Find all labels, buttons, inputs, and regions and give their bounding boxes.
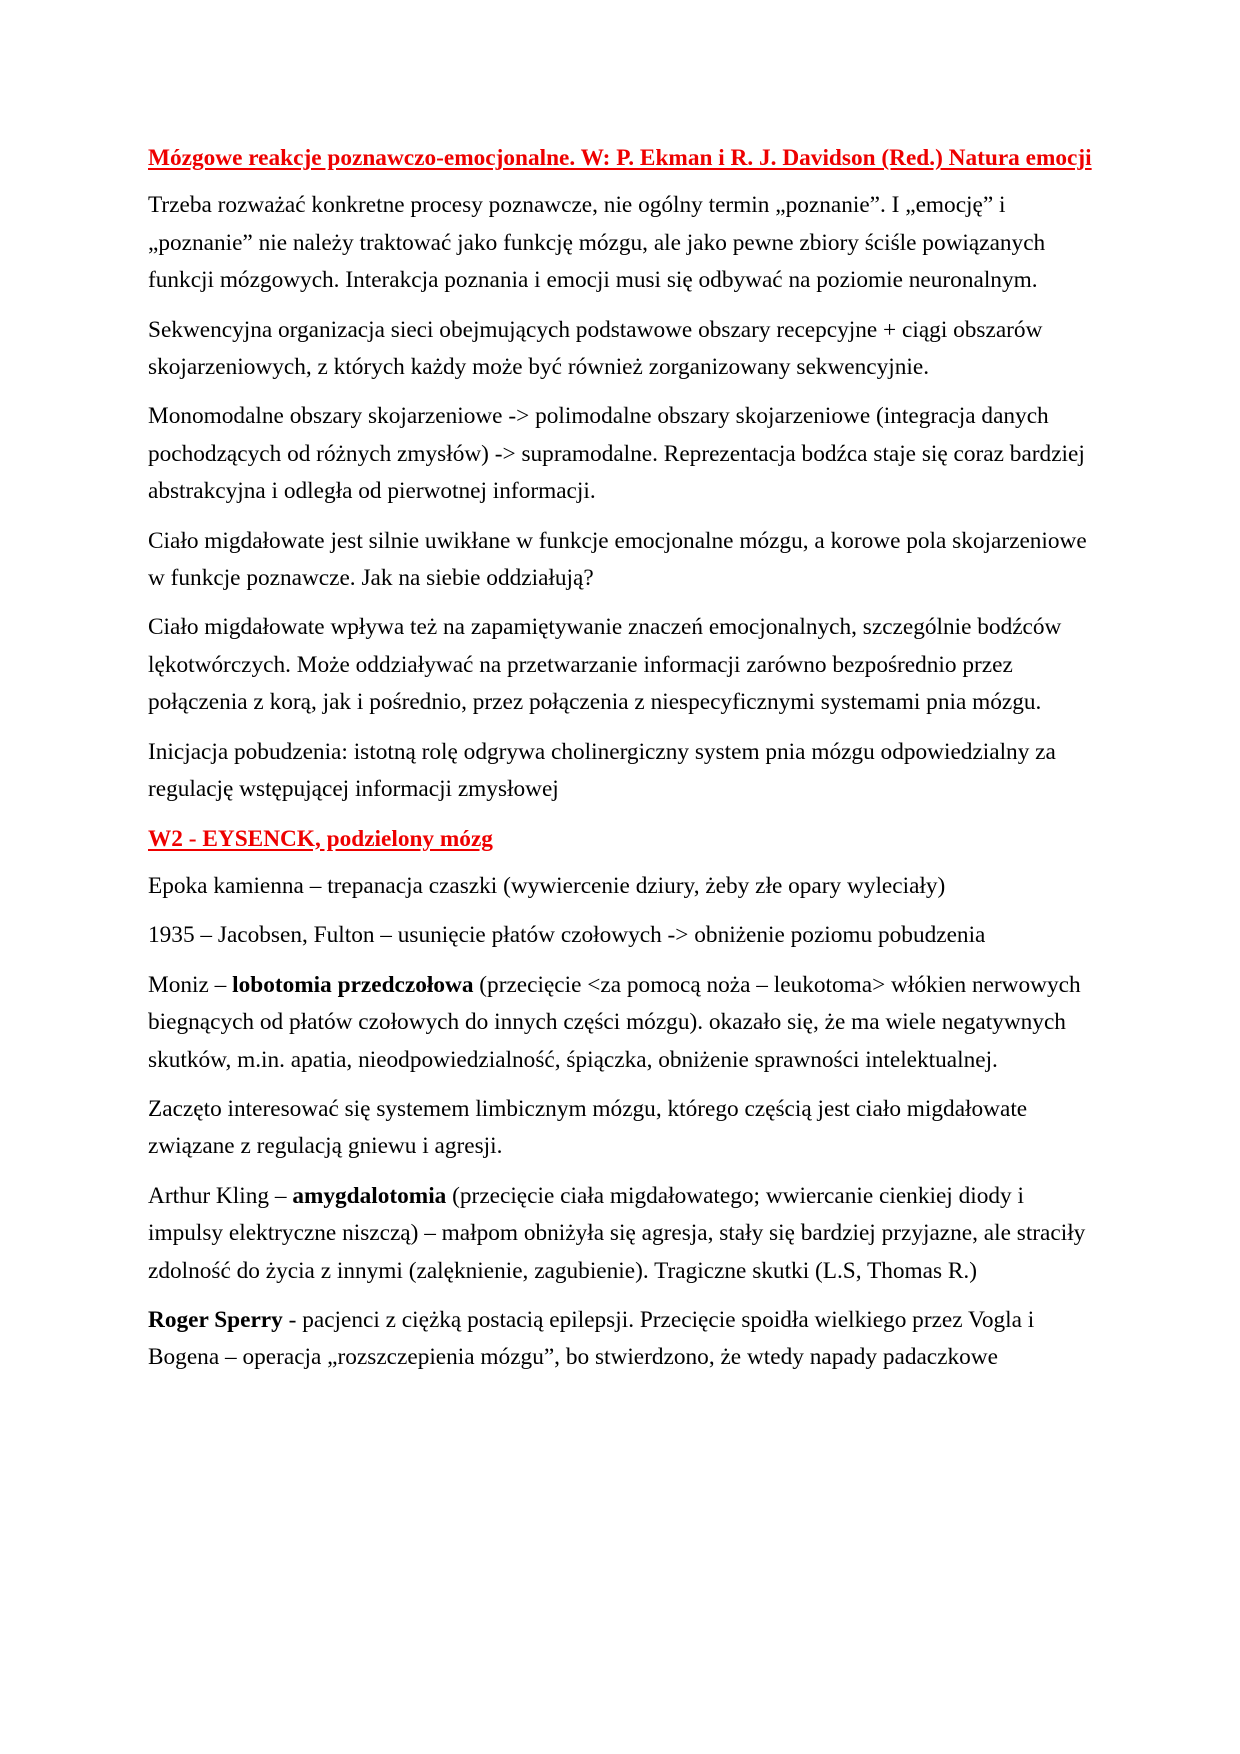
document-page: [148, 140, 1098, 1389]
section-heading-2: W2 - EYSENCK, podzielony mózg: [148, 825, 493, 852]
paragraph-11-rest: (przecięcie ciała migdałowatego; wwiercanie cienkiej diody i impulsy elektryczne niszczą) – małpom obniżyła się agresja, stały się bardziej przyjazne, ale straciły zdolność do życia z innymi (zalęknienie, zagubienie). Tragiczne skutki (L.S, Thomas R.): [148, 1182, 1086, 1284]
section-heading-1: Mózgowe reakcje poznawczo-emocjonalne. W: P. Ekman i R. J. Davidson (Red.) Natura emocji: [148, 145, 1092, 171]
paragraph-11-lead: Arthur Kling –: [148, 1182, 293, 1209]
paragraph-10: Zaczęto interesować się systemem limbicznym mózgu, którego częścią jest ciało migdałowate związane z regulacją gniewu i agresji.: [148, 1095, 1028, 1160]
term-amygdalotomia: amygdalotomia: [292, 1182, 447, 1209]
paragraph-11: [148, 1178, 1098, 1290]
paragraph-12-rest: - pacjenci z ciężką postacią epilepsji. Przecięcie spoidła wielkiego przez Vogla i Bogena – operacja „rozszczepienia mózgu”, bo stwierdzono, że wtedy napady padaczkowe: [148, 1306, 1035, 1371]
paragraph-7: Epoka kamienna – trepanacja czaszki (wywiercenie dziury, żeby złe opary wyleciały): [148, 872, 946, 899]
paragraph-9-rest: (przecięcie <za pomocą noża – leukotoma> włókien nerwowych biegnących od płatów czołowych do innych części mózgu). okazało się, że ma wiele negatywnych skutków, m.in. apatia, nieodpowiedzialność, śpiączka, obniżenie sprawności intelektualnej.: [148, 971, 1081, 1073]
paragraph-2: Sekwencyjna organizacja sieci obejmujących podstawowe obszary recepcyjne + ciągi obszarów skojarzeniowych, z których każdy może być również zorganizowany sekwencyjnie.: [148, 316, 1043, 381]
paragraph-6: Inicjacja pobudzenia: istotną rolę odgrywa cholinergiczny system pnia mózgu odpowiedzialny za regulację wstępującej informacji zmysłowej: [148, 738, 1056, 803]
paragraph-4: Ciało migdałowate jest silnie uwikłane w funkcje emocjonalne mózgu, a korowe pola skojarzeniowe w funkcje poznawcze. Jak na siebie oddziałują?: [148, 527, 1087, 592]
term-lobotomia: lobotomia przedczołowa: [232, 971, 474, 998]
paragraph-8: 1935 – Jacobsen, Fulton – usunięcie płatów czołowych -> obniżenie poziomu pobudzenia: [148, 922, 986, 949]
name-roger-sperry: Roger Sperry: [148, 1306, 283, 1333]
paragraph-1: Trzeba rozważać konkretne procesy poznawcze, nie ogólny termin „poznanie”. I „emocję” i „poznanie” nie należy traktować jako funkcję mózgu, ale jako pewne zbiory ściśle powiązanych funkcji mózgowych. Interakcja poznania i emocji musi się odbywać na poziomie neuronalnym.: [148, 192, 1046, 294]
paragraph-3: Monomodalne obszary skojarzeniowe -> polimodalne obszary skojarzeniowe (integracja danych pochodzących od różnych zmysłów) -> supramodalne. Reprezentacja bodźca staje się coraz bardziej abstrakcyjna i odległa od pierwotnej informacji.: [148, 403, 1085, 505]
paragraph-9-lead: Moniz –: [148, 971, 233, 998]
paragraph-9: [148, 967, 1098, 1079]
paragraph-5: Ciało migdałowate wpływa też na zapamiętywanie znaczeń emocjonalnych, szczególnie bodźców lękotwórczych. Może oddziaływać na przetwarzanie informacji zarówno bezpośrednio przez połączenia z korą, jak i pośrednio, przez połączenia z niespecyficznymi systemami pnia mózgu.: [148, 614, 1062, 716]
paragraph-12: [148, 1302, 1098, 1377]
